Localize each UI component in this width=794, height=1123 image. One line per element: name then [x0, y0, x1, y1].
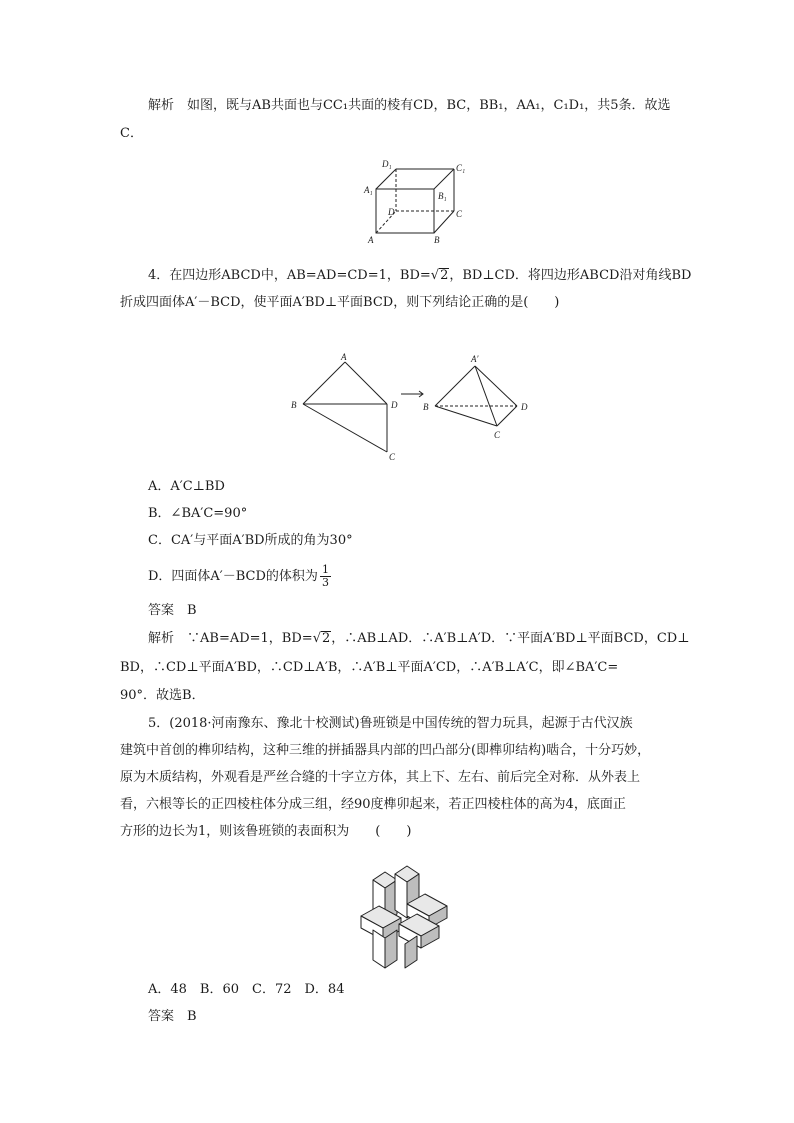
- label-A1: A₁: [364, 185, 373, 195]
- label-A: A: [368, 235, 374, 245]
- q5-stem-line5: 方形的边长为1，则该鲁班锁的表面积为 ( ): [120, 824, 412, 839]
- cube-figure: [360, 155, 470, 247]
- label-C1: C₁: [456, 163, 466, 173]
- label-C: C: [456, 209, 463, 219]
- q5-stem-line4: 看，六根等长的正四棱柱体分成三组，经90度榫卯起来，若正四棱柱体的高为4，底面正: [120, 797, 626, 812]
- fig-right-D: D: [521, 402, 528, 412]
- q5-options: A．48 B．60 C．72 D．84: [148, 982, 345, 997]
- fig-left-B: B: [291, 400, 297, 410]
- q4-option-c: C．CA′与平面A′BD所成的角为30°: [148, 533, 353, 548]
- fig-right-C: C: [494, 430, 501, 440]
- fraction: $\frac{1}{3}$: [321, 563, 329, 589]
- q5-stem-line3: 原为木质结构，外观看是严丝合缝的十字立方体，其上下、左右、前后完全对称．从外表上: [120, 770, 641, 785]
- q5-stem-line2: 建筑中首创的榫卯结构，这种三维的拼插器具内部的凹凸部分(即榫卯结构)啮合，十分巧妙，: [120, 743, 651, 758]
- folding-figure: [285, 350, 545, 465]
- fig-left-D: D: [391, 400, 398, 410]
- q5-answer: 答案 B: [148, 1009, 197, 1024]
- q4-analysis-line1: 解析 ∵AB=AD=1，BD=√2，∴AB⊥AD．∴A′B⊥A′D．∵平面A′BD⊥平面BCD，CD⊥: [148, 631, 690, 646]
- q3-analysis-line2: C．: [120, 126, 143, 141]
- q4-analysis-line2: BD，∴CD⊥平面A′BD，∴CD⊥A′B，∴A′B⊥平面A′CD，∴A′B⊥A′C，即∠BA′C=: [120, 660, 619, 675]
- q3-analysis-line1: 解析 如图，既与AB共面也与CC₁共面的棱有CD，BC，BB₁，AA₁，C₁D₁，共5条．故选: [148, 98, 671, 113]
- label-B1: B₁: [438, 191, 447, 201]
- q4-option-a: A．A′C⊥BD: [148, 479, 225, 494]
- analysis-label: 解析: [148, 98, 175, 113]
- label-B: B: [434, 235, 440, 245]
- fig-right-B: B: [423, 402, 429, 412]
- q4-answer: 答案 B: [148, 603, 197, 618]
- fig-left-C: C: [389, 452, 396, 462]
- label-D1: D₁: [382, 159, 392, 169]
- q4-option-d: D．四面体A′－BCD的体积为 $\frac{1}{3}$: [148, 563, 329, 589]
- fig-left-A: A: [341, 352, 347, 362]
- sqrt-radicand: 2: [440, 268, 449, 283]
- q4-analysis-line3: 90°．故选B．: [120, 688, 205, 703]
- label-D: D: [388, 207, 395, 217]
- fig-right-A: A′: [471, 354, 479, 364]
- q5-stem-line1: 5．(2018·河南豫东、豫北十校测试)鲁班锁是中国传统的智力玩具，起源于古代汉族: [148, 716, 633, 731]
- q4-stem-line2: 折成四面体A′－BCD，使平面A′BD⊥平面BCD，则下列结论正确的是( ): [120, 295, 560, 310]
- luban-lock-figure: [355, 860, 455, 972]
- q4-option-b: B．∠BA′C=90°: [148, 506, 248, 521]
- q4-stem-line1: 4．在四边形ABCD中，AB=AD=CD=1，BD=√2，BD⊥CD．将四边形ABCD沿对角线BD: [148, 268, 692, 283]
